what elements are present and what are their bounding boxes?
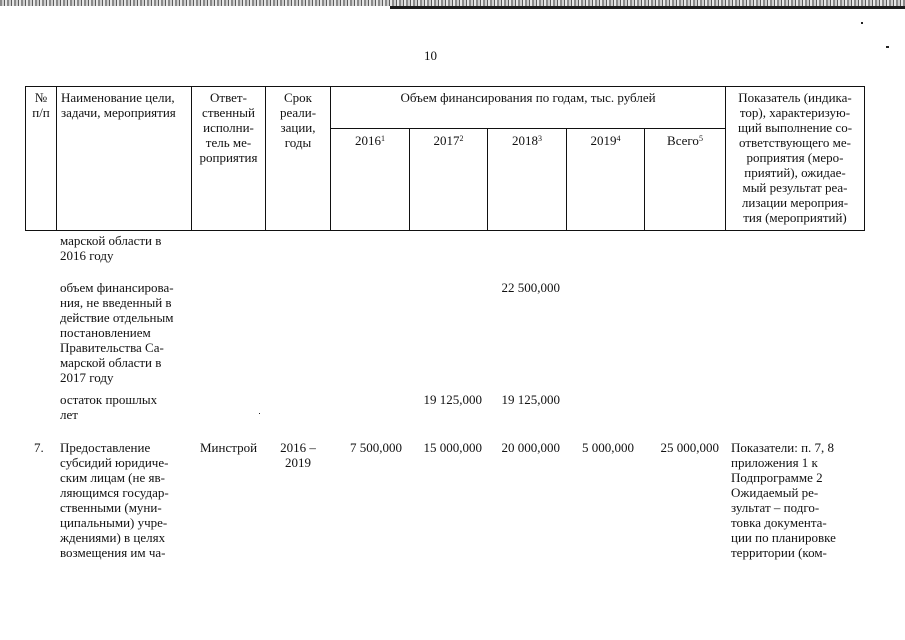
item-7-responsible: Минстрой (200, 440, 258, 455)
header-year-2019: 2019$^4$ (590, 133, 621, 148)
item-7-2016-value: 7 500,000 (350, 440, 402, 455)
scan-speck (259, 413, 260, 414)
item-7-2017-value: 15 000,000 (423, 440, 482, 455)
header-col-responsible: Ответ- ственный исполни- тель ме- роприятия (199, 90, 258, 165)
header-year-2016: 2016$^1$ (355, 133, 385, 148)
prior-balance-2018-value: 19 125,000 (501, 392, 560, 407)
item-7-term: 2016 – 2019 (280, 440, 316, 470)
scan-speck (886, 46, 889, 48)
header-col-indicator: Показатель (индика- тор), характеризую- щий выполнение со- ответствующего ме- роприятия (меро- приятий), ожидае- мый результат реа- лизации мероприя- тия (мероприятий) (737, 90, 853, 225)
item-7-number: 7. (34, 440, 44, 455)
years-divider-rule (330, 128, 726, 129)
item-7-total-value: 25 000,000 (660, 440, 719, 455)
header-col-name: Наименование цели, задачи, мероприятия (61, 90, 176, 120)
header-year-2018: 2018$^3$ (512, 133, 542, 148)
col-rule (330, 86, 331, 231)
prior-balance-label: остаток прошлых лет (60, 392, 158, 422)
header-col-term: Срок реали- зации, годы (279, 90, 317, 150)
header-top-rule (25, 86, 865, 87)
continued-text: марской области в 2016 году (60, 233, 162, 263)
unimplemented-funding-label: объем финансирова- ния, не введенный в действие отдельным постановлением Правительства Са- марской области в 2017 году (60, 280, 174, 385)
scan-edge-line (390, 6, 905, 9)
item-7-2018-value: 20 000,000 (501, 440, 560, 455)
scan-speck (861, 22, 863, 24)
header-bottom-rule (25, 230, 865, 231)
item-7-description: Предоставление субсидий юридиче- ским лицам (не яв- ляющимся государ- ственными (муни- ципальными) учре- ждениями) в целях возмещения им ча- (60, 440, 169, 560)
header-col-number: № п/п (32, 90, 50, 120)
header-year-2017: 2017$^2$ (433, 133, 464, 148)
prior-balance-2017-value: 19 125,000 (423, 392, 482, 407)
header-year-total: Всего$^5$ (667, 133, 703, 148)
unimplemented-2018-value: 22 500,000 (501, 280, 560, 295)
item-7-indicator: Показатели: п. 7, 8 приложения 1 к Подпрограмме 2 Ожидаемый ре- зультат – подго- товка документа- ции по планировке территории (ком- (731, 440, 836, 560)
page-number: 10 (424, 48, 437, 63)
col-rule (864, 86, 865, 231)
item-7-2019-value: 5 000,000 (582, 440, 634, 455)
header-col-finance: Объем финансирования по годам, тыс. рублей (400, 90, 656, 105)
